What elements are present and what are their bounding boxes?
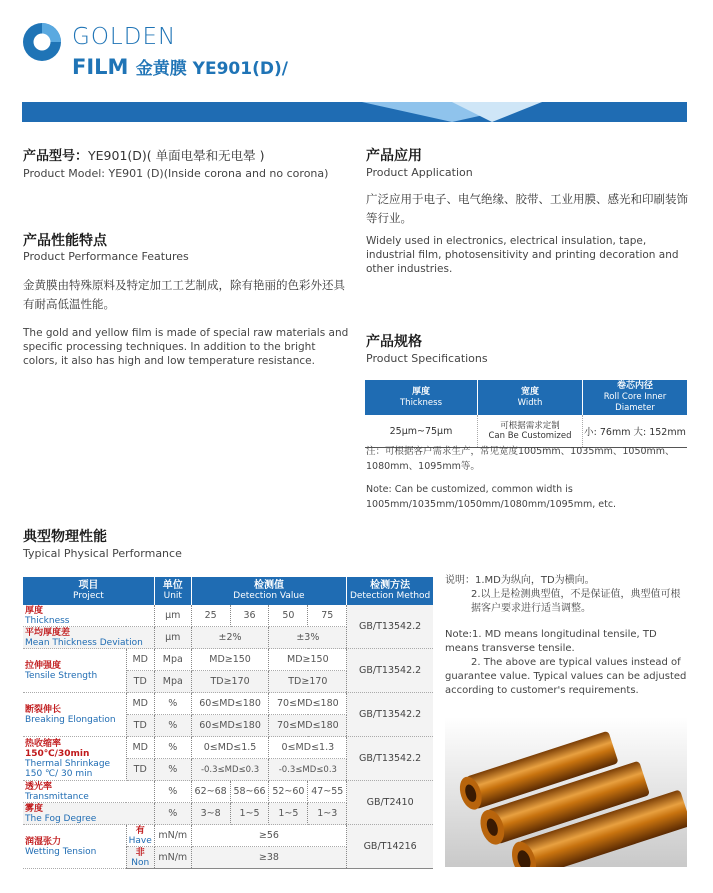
application-title-en: Product Application <box>366 166 473 179</box>
wet-non: 非 Non <box>126 847 154 869</box>
spec-header-thickness: 厚度 Thickness <box>365 380 478 415</box>
row-elong-label: 断裂伸长 Breaking Elongation <box>23 693 126 737</box>
tensile-td-v1: TD≥170 <box>191 671 269 693</box>
application-body-cn: 广泛应用于电子、电气绝缘、胶带、工业用膜、感光和印刷装饰等行业。 <box>366 192 688 225</box>
meandev-unit: μm <box>154 627 191 649</box>
features-body-cn: 金黄膜由特殊原料及特定加工工艺制成，除有艳丽的色彩外还具有耐高低温性能。 <box>23 278 345 311</box>
specs-title-en: Product Specifications <box>366 352 488 365</box>
brand-film <box>72 54 288 79</box>
brand-film-word: FILM <box>72 55 129 79</box>
film-rolls-image <box>445 717 687 867</box>
thickness-25: 25 <box>191 605 230 627</box>
meandev-v2: ±3% <box>269 627 347 649</box>
spec-thickness: 25μm~75μm <box>365 415 478 448</box>
brand-golden: GOLDEN <box>72 24 177 50</box>
note-cn-1: 说明：1.MD为纵向，TD为横向。 <box>445 575 595 586</box>
fog-unit: % <box>154 803 191 825</box>
fog-v2: 1~5 <box>230 803 269 825</box>
specs-note-en: Note: Can be customized, common width is 1005mm/1035mm/1050mm/1080mm/1095mm, etc. <box>366 484 617 510</box>
specs-note-cn: 注：可根据客户需求生产，常见宽度1005mm、1035mm、1050mm、1080mm、1095mm等。 <box>366 446 675 472</box>
row-fog-label: 雾度 The Fog Degree <box>23 803 154 825</box>
shrink-unit-md: % <box>154 737 191 759</box>
trans-v2: 58~66 <box>230 781 269 803</box>
header-project: 项目 Project <box>23 577 154 605</box>
physical-title: 典型物理性能 <box>23 529 107 545</box>
shrink-md: MD <box>126 737 154 759</box>
wet-have: 有 Have <box>126 825 154 847</box>
shrink-md-v2: 0≤MD≤1.3 <box>269 737 347 759</box>
elong-md-v1: 60≤MD≤180 <box>191 693 269 715</box>
golden-film-logo-icon <box>22 22 62 62</box>
wet-have-v: ≥56 <box>191 825 347 847</box>
note-cn-2: 2.以上是检测典型值，不是保证值，典型值可根据客户要求进行适当调整。 <box>471 589 681 614</box>
trans-unit: % <box>154 781 191 803</box>
note-en-1: Note:1. MD means longitudinal tensile, TD means transverse tensile. <box>445 629 657 654</box>
shrink-unit-td: % <box>154 759 191 781</box>
row-meandev-label: 平均厚度差 Mean Thickness Deviation <box>23 627 154 649</box>
method-elong: GB/T13542.2 <box>347 693 433 737</box>
elong-unit-td: % <box>154 715 191 737</box>
physical-table <box>23 577 433 869</box>
shrink-td: TD <box>126 759 154 781</box>
fog-v1: 3~8 <box>191 803 230 825</box>
tensile-unit-td: Mpa <box>154 671 191 693</box>
thickness-unit: μm <box>154 605 191 627</box>
fog-v4: 1~3 <box>308 803 347 825</box>
features-title: 产品性能特点 <box>23 233 107 249</box>
features-title-en: Product Performance Features <box>23 250 189 263</box>
product-model <box>23 145 353 180</box>
shrink-td-v1: -0.3≤MD≤0.3 <box>191 759 269 781</box>
thickness-36: 36 <box>230 605 269 627</box>
spec-table <box>365 380 687 448</box>
trans-v1: 62~68 <box>191 781 230 803</box>
header-unit: 单位 Unit <box>154 577 191 605</box>
row-trans-label: 透光率 Transmittance <box>23 781 154 803</box>
features-body-en: The gold and yellow film is made of special raw materials and specific processing techniques. In addition to the bright colors, it also has high and low temperature resistance. <box>23 327 349 367</box>
trans-v4: 47~55 <box>308 781 347 803</box>
note-en-2: 2. The above are typical values instead of guarantee value. Typical values can be adjusted according to customer's requirements. <box>445 657 687 696</box>
row-tensile-label: 拉伸强度 Tensile Strength <box>23 649 126 693</box>
method-thickness: GB/T13542.2 <box>347 605 433 649</box>
spec-core: 小: 76mm 大: 152mm <box>583 415 688 448</box>
tensile-md-v2: MD≥150 <box>269 649 347 671</box>
meandev-v1: ±2% <box>191 627 269 649</box>
elong-td-v2: 70≤MD≤180 <box>269 715 347 737</box>
tensile-td: TD <box>126 671 154 693</box>
header-value: 检测值 Detection Value <box>191 577 347 605</box>
spec-header-core: 卷芯内径 Roll Core Inner Diameter <box>583 380 688 415</box>
method-shrink: GB/T13542.2 <box>347 737 433 781</box>
wet-unit-have: mN/m <box>154 825 191 847</box>
method-wet: GB/T14216 <box>347 825 433 869</box>
elong-md-v2: 70≤MD≤180 <box>269 693 347 715</box>
row-thickness-label: 厚度 Thickness <box>23 605 154 627</box>
wet-unit-non: mN/m <box>154 847 191 869</box>
thickness-75: 75 <box>308 605 347 627</box>
header-method: 检测方法 Detection Method <box>347 577 433 605</box>
thickness-50: 50 <box>269 605 308 627</box>
notes <box>445 574 690 698</box>
header-band <box>22 102 687 122</box>
model-en: Product Model: YE901 (D)(Inside corona and no corona) <box>23 167 329 180</box>
elong-td-v1: 60≤MD≤180 <box>191 715 269 737</box>
method-tensile: GB/T13542.2 <box>347 649 433 693</box>
wet-non-v: ≥38 <box>191 847 347 869</box>
method-fog: GB/T2410 <box>347 781 433 825</box>
row-wet-label: 润湿张力 Wetting Tension <box>23 825 126 869</box>
fog-v3: 1~5 <box>269 803 308 825</box>
row-shrink-label: 热收缩率 150℃/30min Thermal Shrinkage 150 ℃/ 30 min <box>23 737 126 781</box>
application-body-en: Widely used in electronics, electrical insulation, tape, industrial film, photosensitivity and printing decoration and other industries. <box>366 235 679 275</box>
shrink-md-v1: 0≤MD≤1.5 <box>191 737 269 759</box>
application-title: 产品应用 <box>366 148 422 164</box>
specs-title: 产品规格 <box>366 334 422 350</box>
physical-title-en: Typical Physical Performance <box>23 547 182 560</box>
trans-v3: 52~60 <box>269 781 308 803</box>
elong-td: TD <box>126 715 154 737</box>
model-label: 产品型号： <box>23 149 89 164</box>
product-title: 金黄膜 YE901(D)/ <box>135 59 288 79</box>
elong-md: MD <box>126 693 154 715</box>
shrink-td-v2: -0.3≤MD≤0.3 <box>269 759 347 781</box>
tensile-md-v1: MD≥150 <box>191 649 269 671</box>
tensile-unit-md: Mpa <box>154 649 191 671</box>
tensile-td-v2: TD≥170 <box>269 671 347 693</box>
elong-unit-md: % <box>154 693 191 715</box>
spec-width: 可根据需求定制 Can Be Customized <box>478 415 583 448</box>
model-value: YE901(D)( 单面电晕和无电晕 ) <box>88 148 265 163</box>
spec-header-width: 宽度 Width <box>478 380 583 415</box>
tensile-md: MD <box>126 649 154 671</box>
